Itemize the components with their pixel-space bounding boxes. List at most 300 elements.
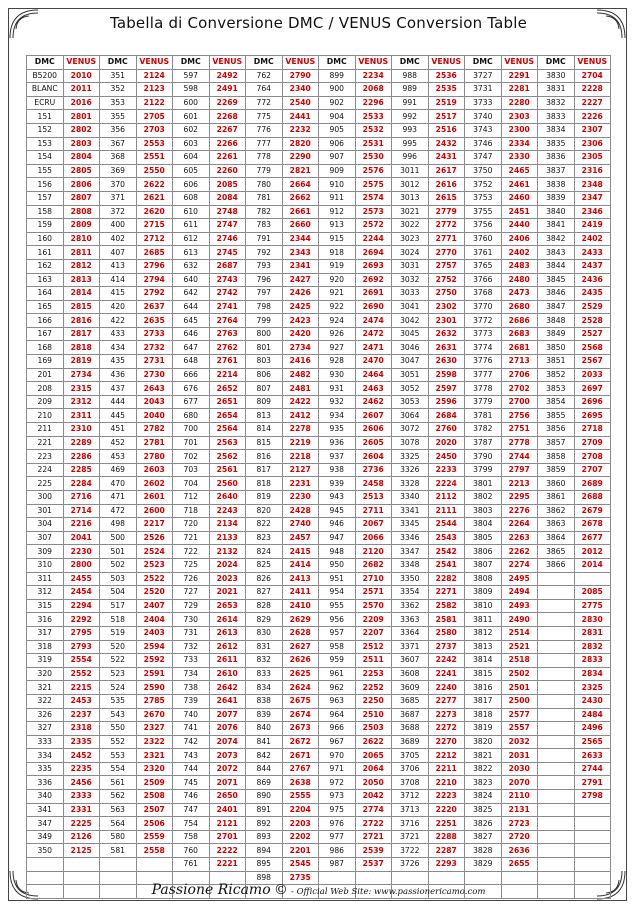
venus-cell: 2126 <box>63 830 100 844</box>
dmc-cell: 581 <box>100 844 137 858</box>
venus-cell: 2530 <box>355 151 392 165</box>
dmc-cell: 3863 <box>538 518 575 532</box>
venus-cell: 2631 <box>428 341 465 355</box>
venus-cell: 2428 <box>282 504 319 518</box>
venus-cell: 2571 <box>355 586 392 600</box>
dmc-cell: 834 <box>246 681 283 695</box>
table-row <box>27 531 611 545</box>
dmc-cell: 939 <box>319 477 356 491</box>
venus-cell: 2322 <box>136 735 173 749</box>
dmc-header: DMC <box>173 56 210 70</box>
table-row <box>27 586 611 600</box>
dmc-cell: 956 <box>319 613 356 627</box>
venus-cell: 2811 <box>63 246 100 260</box>
venus-cell: 2490 <box>501 613 538 627</box>
dmc-cell: 963 <box>319 694 356 708</box>
dmc-cell: 814 <box>246 423 283 437</box>
dmc-cell: 552 <box>100 735 137 749</box>
dmc-cell: 924 <box>319 314 356 328</box>
venus-cell: 2702 <box>501 382 538 396</box>
dmc-cell: 610 <box>173 205 210 219</box>
venus-cell: 2465 <box>501 164 538 178</box>
dmc-cell: 422 <box>100 314 137 328</box>
venus-cell: 2577 <box>501 708 538 722</box>
dmc-cell: 3747 <box>465 151 502 165</box>
dmc-cell: 648 <box>173 355 210 369</box>
venus-cell: 2774 <box>355 803 392 817</box>
dmc-cell: 151 <box>27 110 64 124</box>
dmc-cell: 3815 <box>465 667 502 681</box>
dmc-cell <box>538 749 575 763</box>
dmc-cell: 402 <box>100 232 137 246</box>
dmc-cell: 3011 <box>392 164 429 178</box>
dmc-cell: 316 <box>27 613 64 627</box>
dmc-cell: 341 <box>27 803 64 817</box>
dmc-cell: 798 <box>246 300 283 314</box>
table-row <box>27 110 611 124</box>
dmc-cell: 3024 <box>392 246 429 260</box>
dmc-cell: 368 <box>100 151 137 165</box>
venus-cell: 2635 <box>136 314 173 328</box>
venus-cell: 2558 <box>136 844 173 858</box>
dmc-cell: 504 <box>100 586 137 600</box>
table-row <box>27 164 611 178</box>
dmc-cell: 744 <box>173 762 210 776</box>
dmc-cell: 165 <box>27 300 64 314</box>
venus-cell: 2760 <box>428 423 465 437</box>
dmc-cell: 3760 <box>465 232 502 246</box>
dmc-cell: 161 <box>27 246 64 260</box>
venus-cell: 2550 <box>136 164 173 178</box>
dmc-cell: 966 <box>319 722 356 736</box>
venus-cell: 2551 <box>136 151 173 165</box>
dmc-cell: 783 <box>246 219 283 233</box>
venus-cell: 2234 <box>355 69 392 83</box>
dmc-cell: 721 <box>173 531 210 545</box>
dmc-cell: 926 <box>319 327 356 341</box>
dmc-cell: 910 <box>319 178 356 192</box>
dmc-cell: 3851 <box>538 355 575 369</box>
dmc-cell: 989 <box>392 83 429 97</box>
table-row <box>27 409 611 423</box>
venus-cell: 2226 <box>574 110 611 124</box>
venus-cell: 2741 <box>209 300 246 314</box>
venus-cell: 2230 <box>282 491 319 505</box>
dmc-cell: 3822 <box>465 762 502 776</box>
dmc-cell: 3689 <box>392 735 429 749</box>
dmc-cell: 975 <box>319 803 356 817</box>
dmc-cell: 3857 <box>538 436 575 450</box>
dmc-cell: 3731 <box>465 83 502 97</box>
venus-cell: 2703 <box>136 123 173 137</box>
dmc-cell: 3774 <box>465 341 502 355</box>
dmc-cell: 543 <box>100 708 137 722</box>
table-row <box>27 151 611 165</box>
dmc-cell: 522 <box>100 654 137 668</box>
venus-cell: 2560 <box>209 477 246 491</box>
venus-cell: 2744 <box>574 762 611 776</box>
venus-cell: 2286 <box>63 450 100 464</box>
venus-cell: 2805 <box>63 164 100 178</box>
dmc-cell: 611 <box>173 219 210 233</box>
dmc-cell: 3778 <box>465 382 502 396</box>
dmc-cell: 300 <box>27 491 64 505</box>
venus-cell: 2544 <box>428 518 465 532</box>
dmc-cell: 3052 <box>392 382 429 396</box>
dmc-cell: 822 <box>246 518 283 532</box>
dmc-cell: 3773 <box>465 327 502 341</box>
venus-cell: 2763 <box>209 327 246 341</box>
venus-cell: 2580 <box>428 626 465 640</box>
venus-cell: 2483 <box>501 259 538 273</box>
dmc-cell: 553 <box>100 749 137 763</box>
dmc-cell: 3053 <box>392 395 429 409</box>
dmc-cell: 154 <box>27 151 64 165</box>
venus-cell: 2481 <box>282 382 319 396</box>
venus-cell: 2432 <box>428 137 465 151</box>
venus-cell: 2423 <box>282 314 319 328</box>
venus-cell: 2734 <box>282 341 319 355</box>
venus-cell: 2707 <box>574 463 611 477</box>
venus-cell: 2686 <box>501 314 538 328</box>
dmc-cell: 730 <box>173 613 210 627</box>
venus-cell: 2436 <box>574 273 611 287</box>
dmc-cell: 731 <box>173 626 210 640</box>
venus-cell: 2510 <box>355 708 392 722</box>
dmc-cell: 3819 <box>465 722 502 736</box>
dmc-cell: 3685 <box>392 694 429 708</box>
dmc-cell: 945 <box>319 504 356 518</box>
dmc-cell: 3827 <box>465 830 502 844</box>
venus-cell: 2412 <box>282 409 319 423</box>
dmc-cell: 3838 <box>538 178 575 192</box>
venus-cell: 2562 <box>209 450 246 464</box>
dmc-cell: 312 <box>27 586 64 600</box>
venus-cell: 2743 <box>209 273 246 287</box>
table-row <box>27 137 611 151</box>
dmc-cell: 919 <box>319 259 356 273</box>
venus-cell: 2762 <box>209 341 246 355</box>
dmc-cell: 169 <box>27 355 64 369</box>
dmc-cell: 3806 <box>465 545 502 559</box>
dmc-cell: 988 <box>392 69 429 83</box>
venus-cell: 2594 <box>136 640 173 654</box>
dmc-cell: 817 <box>246 463 283 477</box>
dmc-cell: 970 <box>319 749 356 763</box>
dmc-cell: 336 <box>27 776 64 790</box>
venus-cell: 2316 <box>574 164 611 178</box>
dmc-cell: 918 <box>319 246 356 260</box>
dmc-cell: 3768 <box>465 287 502 301</box>
dmc-cell: 3051 <box>392 368 429 382</box>
venus-cell: 2041 <box>63 531 100 545</box>
venus-cell: 2403 <box>136 626 173 640</box>
venus-header: VENUS <box>63 56 100 70</box>
venus-cell: 2085 <box>209 178 246 192</box>
dmc-cell: 3705 <box>392 749 429 763</box>
dmc-cell: 3756 <box>465 219 502 233</box>
venus-cell: 2744 <box>501 450 538 464</box>
dmc-cell <box>538 681 575 695</box>
venus-cell: 2127 <box>282 463 319 477</box>
venus-cell: 2335 <box>63 735 100 749</box>
venus-cell: 2453 <box>63 694 100 708</box>
dmc-cell: 561 <box>100 776 137 790</box>
venus-cell: 2491 <box>209 83 246 97</box>
dmc-cell: 898 <box>246 871 283 885</box>
dmc-cell: 3608 <box>392 667 429 681</box>
dmc-cell: 500 <box>100 531 137 545</box>
venus-cell: 2074 <box>209 735 246 749</box>
dmc-cell: 3812 <box>465 626 502 640</box>
table-row <box>27 327 611 341</box>
dmc-cell: 3837 <box>538 164 575 178</box>
dmc-cell: 813 <box>246 409 283 423</box>
dmc-cell: 3835 <box>538 137 575 151</box>
venus-cell: 2521 <box>501 640 538 654</box>
dmc-cell: 927 <box>319 341 356 355</box>
dmc-cell: 961 <box>319 667 356 681</box>
dmc-cell: 987 <box>319 858 356 872</box>
dmc-cell: 741 <box>173 722 210 736</box>
venus-cell: 2516 <box>428 123 465 137</box>
venus-cell: 2207 <box>355 626 392 640</box>
venus-cell: 2334 <box>501 137 538 151</box>
footer <box>0 882 637 898</box>
venus-cell: 2815 <box>63 300 100 314</box>
venus-cell <box>574 844 611 858</box>
venus-cell: 2513 <box>355 491 392 505</box>
venus-cell: 2628 <box>282 626 319 640</box>
dmc-cell: 3836 <box>538 151 575 165</box>
dmc-cell: 800 <box>246 327 283 341</box>
venus-cell: 2830 <box>574 613 611 627</box>
venus-cell: 2678 <box>574 518 611 532</box>
dmc-cell: 725 <box>173 558 210 572</box>
venus-cell: 2690 <box>355 300 392 314</box>
venus-cell: 2415 <box>282 545 319 559</box>
dmc-cell: 967 <box>319 735 356 749</box>
dmc-cell: 612 <box>173 232 210 246</box>
dmc-cell: 3340 <box>392 491 429 505</box>
venus-cell: 2343 <box>282 246 319 260</box>
venus-cell: 2132 <box>209 545 246 559</box>
dmc-cell: 372 <box>100 205 137 219</box>
venus-cell: 2312 <box>63 395 100 409</box>
dmc-cell: 644 <box>173 300 210 314</box>
dmc-cell: 824 <box>246 545 283 559</box>
venus-cell: 2664 <box>282 178 319 192</box>
venus-cell: 2470 <box>355 355 392 369</box>
page-title: Tabella di Conversione DMC / VENUS Conversion Table <box>109 14 528 32</box>
venus-cell: 2451 <box>501 205 538 219</box>
venus-cell: 2640 <box>209 491 246 505</box>
dmc-cell: 3824 <box>465 790 502 804</box>
dmc-cell: 3687 <box>392 708 429 722</box>
dmc-cell: 201 <box>27 368 64 382</box>
dmc-cell: 891 <box>246 803 283 817</box>
venus-cell: 2708 <box>574 450 611 464</box>
dmc-cell: 754 <box>173 817 210 831</box>
venus-cell: 2689 <box>574 477 611 491</box>
venus-cell: 2540 <box>282 96 319 110</box>
venus-cell: 2452 <box>63 749 100 763</box>
venus-cell: 2010 <box>63 69 100 83</box>
venus-cell: 2518 <box>501 654 538 668</box>
dmc-cell: 931 <box>319 382 356 396</box>
table-row <box>27 123 611 137</box>
dmc-cell: 930 <box>319 368 356 382</box>
dmc-cell: 3866 <box>538 558 575 572</box>
venus-cell: 2124 <box>136 69 173 83</box>
venus-cell: 2792 <box>136 287 173 301</box>
dmc-cell <box>538 654 575 668</box>
venus-cell: 2591 <box>136 667 173 681</box>
venus-cell: 2598 <box>428 368 465 382</box>
venus-cell: 2820 <box>282 137 319 151</box>
venus-cell: 2020 <box>428 436 465 450</box>
venus-cell: 2535 <box>428 83 465 97</box>
venus-cell: 2111 <box>428 504 465 518</box>
venus-cell: 2607 <box>355 409 392 423</box>
venus-cell: 2511 <box>355 654 392 668</box>
table-row <box>27 395 611 409</box>
dmc-cell: 3861 <box>538 491 575 505</box>
table-row <box>27 83 611 97</box>
venus-cell: 2458 <box>355 477 392 491</box>
dmc-cell: 564 <box>100 817 137 831</box>
venus-cell: 2533 <box>355 110 392 124</box>
dmc-cell: 3854 <box>538 395 575 409</box>
venus-cell: 2545 <box>282 858 319 872</box>
venus-cell: 2680 <box>501 300 538 314</box>
venus-cell: 2228 <box>574 83 611 97</box>
venus-cell: 2500 <box>501 694 538 708</box>
venus-cell: 2720 <box>501 830 538 844</box>
dmc-cell: 3064 <box>392 409 429 423</box>
dmc-cell: 563 <box>100 803 137 817</box>
venus-cell: 2614 <box>209 613 246 627</box>
venus-cell: 2307 <box>574 123 611 137</box>
dmc-cell: 722 <box>173 545 210 559</box>
dmc-cell: 600 <box>173 96 210 110</box>
venus-cell: 2613 <box>209 626 246 640</box>
dmc-cell: 3801 <box>465 477 502 491</box>
dmc-cell: 3733 <box>465 96 502 110</box>
dmc-cell: 444 <box>100 395 137 409</box>
dmc-cell: 3853 <box>538 382 575 396</box>
dmc-cell: 470 <box>100 477 137 491</box>
venus-cell: 2213 <box>501 477 538 491</box>
dmc-cell: 782 <box>246 205 283 219</box>
venus-cell: 2463 <box>355 382 392 396</box>
dmc-cell: 700 <box>173 423 210 437</box>
table-row <box>27 205 611 219</box>
venus-cell: 2654 <box>209 409 246 423</box>
dmc-cell: 433 <box>100 327 137 341</box>
venus-cell: 2222 <box>209 844 246 858</box>
venus-cell: 2426 <box>282 287 319 301</box>
dmc-cell: 369 <box>100 164 137 178</box>
table-row <box>27 613 611 627</box>
venus-cell: 2791 <box>574 776 611 790</box>
dmc-cell <box>27 858 64 872</box>
venus-cell: 2014 <box>574 558 611 572</box>
venus-cell: 2626 <box>282 654 319 668</box>
dmc-cell: 3844 <box>538 259 575 273</box>
dmc-cell: 807 <box>246 382 283 396</box>
venus-cell: 2457 <box>282 531 319 545</box>
venus-cell: 2737 <box>428 640 465 654</box>
brand-name: Passione Ricamo <box>151 882 271 898</box>
dmc-cell: 469 <box>100 463 137 477</box>
dmc-cell: 3820 <box>465 735 502 749</box>
venus-header: VENUS <box>355 56 392 70</box>
venus-cell: 2670 <box>136 708 173 722</box>
dmc-cell: 702 <box>173 450 210 464</box>
table-row <box>27 572 611 586</box>
venus-cell: 2456 <box>63 776 100 790</box>
dmc-cell: 841 <box>246 735 283 749</box>
dmc-cell: 935 <box>319 423 356 437</box>
venus-cell: 2030 <box>501 762 538 776</box>
dmc-cell: 523 <box>100 667 137 681</box>
dmc-cell: 954 <box>319 586 356 600</box>
dmc-cell <box>538 626 575 640</box>
dmc-cell <box>538 586 575 600</box>
dmc-cell: 791 <box>246 232 283 246</box>
venus-cell: 2814 <box>63 287 100 301</box>
dmc-cell: 407 <box>100 246 137 260</box>
dmc-cell: 3826 <box>465 817 502 831</box>
dmc-cell: 3809 <box>465 586 502 600</box>
dmc-cell: 472 <box>100 504 137 518</box>
venus-cell: 2621 <box>136 191 173 205</box>
venus-cell: 2232 <box>282 123 319 137</box>
dmc-cell: 503 <box>100 572 137 586</box>
venus-cell: 2219 <box>282 436 319 450</box>
dmc-cell: 3766 <box>465 273 502 287</box>
dmc-cell: 904 <box>319 110 356 124</box>
dmc-cell: 820 <box>246 504 283 518</box>
venus-cell: 2321 <box>136 749 173 763</box>
venus-cell: 2240 <box>428 681 465 695</box>
dmc-cell: BLANC <box>27 83 64 97</box>
dmc-cell: 816 <box>246 450 283 464</box>
venus-cell: 2024 <box>209 558 246 572</box>
dmc-cell: 3721 <box>392 830 429 844</box>
table-row <box>27 790 611 804</box>
venus-cell: 2590 <box>136 681 173 695</box>
venus-cell: 2278 <box>282 423 319 437</box>
dmc-cell: 830 <box>246 626 283 640</box>
dmc-cell: 3765 <box>465 259 502 273</box>
venus-cell: 2203 <box>282 817 319 831</box>
table-row <box>27 749 611 763</box>
dmc-cell: 162 <box>27 259 64 273</box>
venus-cell: 2542 <box>428 545 465 559</box>
venus-cell: 2271 <box>428 586 465 600</box>
venus-cell: 2809 <box>63 219 100 233</box>
dmc-cell: 645 <box>173 314 210 328</box>
venus-cell: 2341 <box>282 259 319 273</box>
venus-cell: 2284 <box>63 477 100 491</box>
dmc-cell: 3012 <box>392 178 429 192</box>
table-row <box>27 463 611 477</box>
venus-cell: 2705 <box>136 110 173 124</box>
venus-cell: 2244 <box>355 232 392 246</box>
venus-cell: 2067 <box>355 518 392 532</box>
